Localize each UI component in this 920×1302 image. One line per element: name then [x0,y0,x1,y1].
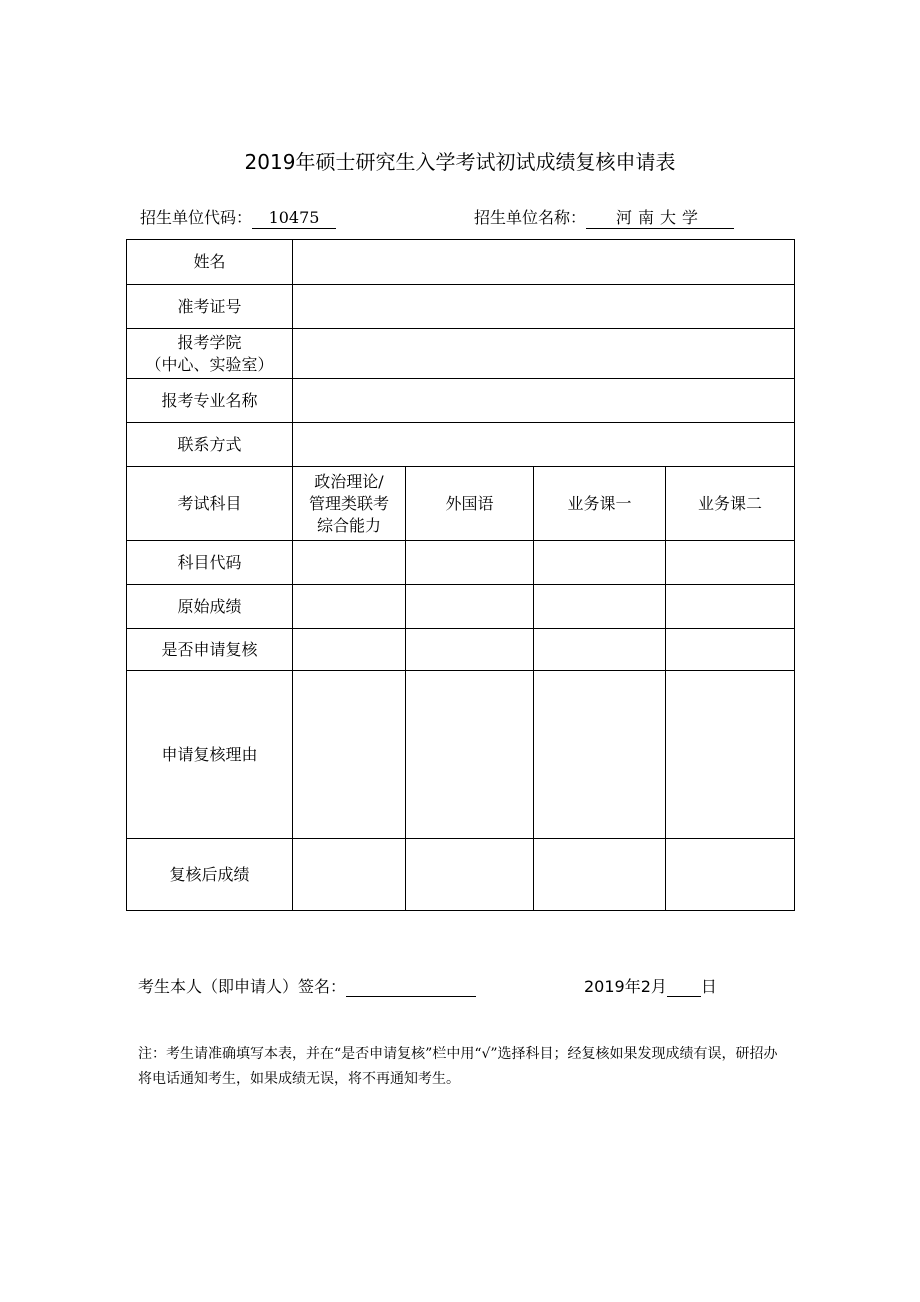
table-row [127,285,795,329]
table-row [127,329,795,379]
major-label: 报考专业名称 [127,379,293,423]
form-title: 2019年硕士研究生入学考试初试成绩复核申请表 [244,150,676,174]
date-day-line[interactable] [667,978,701,997]
signature-line[interactable] [346,978,476,997]
review-reason-cell[interactable] [666,671,795,839]
subjects-label: 考试科目 [127,467,293,541]
unit-name-value[interactable]: 河南大学 [586,208,734,229]
apply-review-cell[interactable] [293,629,406,671]
apply-review-cell[interactable] [534,629,666,671]
reviewed-score-cell[interactable] [666,839,795,911]
politics-line3: 综合能力 [316,515,381,535]
college-field[interactable] [293,329,795,379]
review-reason-cell[interactable] [534,671,666,839]
college-label [127,329,293,379]
table-row [127,379,795,423]
subject-code-cell[interactable] [666,541,795,585]
major-field[interactable] [293,379,795,423]
name-label: 姓名 [127,240,293,285]
subject-major-course-2-header: 业务课二 [666,467,795,541]
unit-code-label: 招生单位代码： [140,208,253,227]
college-label-line2: （中心、实验室） [145,354,274,374]
contact-label: 联系方式 [127,423,293,467]
college-label-line1: 报考学院 [177,332,242,352]
table-row [127,240,795,285]
application-table [126,239,795,911]
reviewed-score-label: 复核后成绩 [127,839,293,911]
review-reason-cell[interactable] [293,671,406,839]
name-field[interactable] [293,240,795,285]
date-day-label: 日 [700,977,717,996]
date-row [584,974,717,997]
table-row [127,671,795,839]
table-row [127,839,795,911]
politics-line1: 政治理论/ [314,471,384,491]
apply-review-label: 是否申请复核 [127,629,293,671]
signature-label: 考生本人（即申请人）签名： [138,977,347,996]
apply-review-cell[interactable] [666,629,795,671]
table-row [127,585,795,629]
subject-code-cell[interactable] [293,541,406,585]
subject-code-cell[interactable] [534,541,666,585]
unit-code-value[interactable]: 10475 [252,208,336,229]
subject-foreign-language-header: 外国语 [406,467,534,541]
footnote: 注：考生请准确填写本表，并在“是否申请复核”栏中用“√”选择科目；经复核如果发现成绩有误，研招办将电话通知考生，如果成绩无误，将不再通知考生。 [138,1046,778,1087]
table-row [127,423,795,467]
contact-field[interactable] [293,423,795,467]
unit-code-row [140,205,336,229]
review-reason-label: 申请复核理由 [127,671,293,839]
unit-name-row [474,205,734,229]
subject-code-cell[interactable] [406,541,534,585]
subject-code-label: 科目代码 [127,541,293,585]
original-score-cell[interactable] [406,585,534,629]
subject-politics-header [293,467,406,541]
signature-row [138,974,476,997]
exam-id-field[interactable] [293,285,795,329]
table-row [127,467,795,541]
politics-line2: 管理类联考 [308,493,389,513]
table-row [127,541,795,585]
reviewed-score-cell[interactable] [293,839,406,911]
unit-name-label: 招生单位名称： [474,208,587,227]
reviewed-score-cell[interactable] [406,839,534,911]
apply-review-cell[interactable] [406,629,534,671]
table-row [127,629,795,671]
reviewed-score-cell[interactable] [534,839,666,911]
original-score-cell[interactable] [293,585,406,629]
subject-major-course-1-header: 业务课一 [534,467,666,541]
review-reason-cell[interactable] [406,671,534,839]
original-score-cell[interactable] [666,585,795,629]
original-score-cell[interactable] [534,585,666,629]
original-score-label: 原始成绩 [127,585,293,629]
date-year-month: 2019年2月 [584,977,667,996]
exam-id-label: 准考证号 [127,285,293,329]
